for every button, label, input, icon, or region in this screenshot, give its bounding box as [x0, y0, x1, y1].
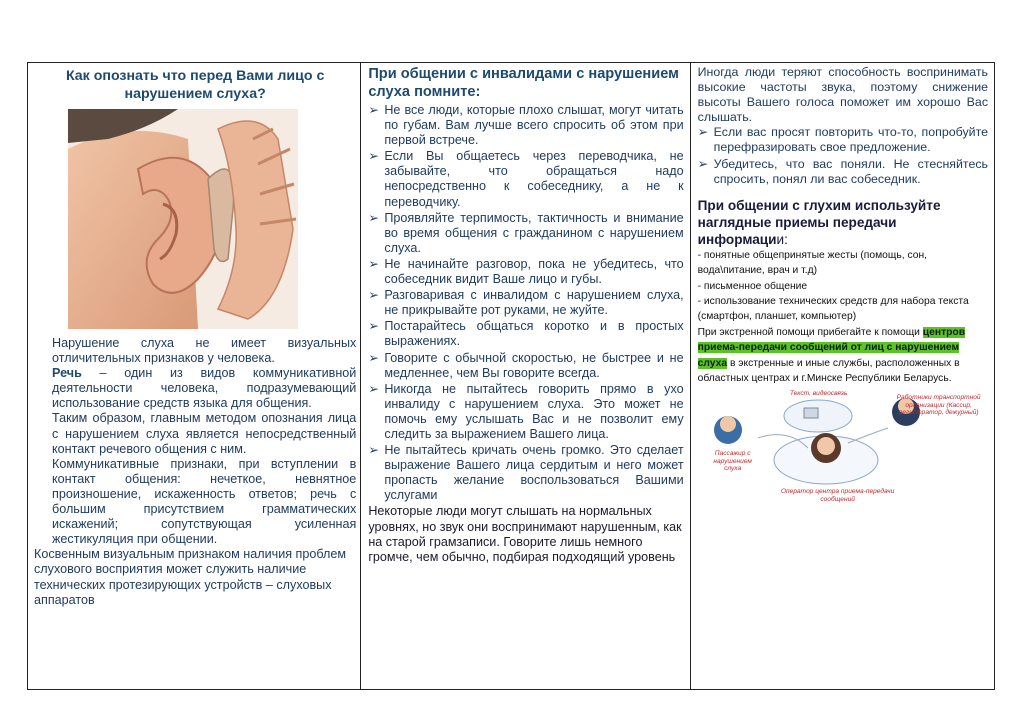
tips-list [698, 125, 988, 186]
communication-diagram [698, 388, 988, 506]
arrow-bullet-icon: ➢ [368, 288, 379, 303]
arrow-bullet-icon: ➢ [697, 125, 709, 140]
column-tips [691, 63, 994, 689]
visual-methods-heading: При общении с глухим используйте наглядные приемы передачи информации: [697, 197, 941, 247]
list-item: ➢ Проявляйте терпимость, тактичность и внимание во время общения с гражданином с нарушением слуха. [368, 210, 684, 255]
para-high-frequencies: Иногда люди теряют способность воспринимать высокие частоты звука, поэтому снижение высоты Вашего голоса поможет им хорошо Вас слышать. [697, 65, 989, 125]
label-transport-workers: Работники транспортной организации (Кассир, регистратор, дежурный) [896, 394, 981, 417]
list-item: - использование технических средств для набора текста (смартфон, планшет, компьютер) [697, 295, 969, 323]
arrow-bullet-icon: ➢ [368, 443, 379, 458]
arrow-bullet-icon: ➢ [697, 156, 709, 171]
list-item: ➢ Если вас просят повторить что-то, попробуйте перефразировать свое предложение. [697, 125, 989, 155]
highlighted-centers: центров приема-передачи сообщений от лиц с нарушением слуха [697, 326, 966, 369]
column-identify [28, 63, 361, 689]
column-remember [361, 63, 690, 689]
arrow-bullet-icon: ➢ [368, 210, 379, 225]
para-distorted-sound: Некоторые люди могут слышать на нормальных уровнях, но звук они воспринимают нарушенным, как на старой грамзаписи. Говорите лишь немного громче, чем обычно, подбирая подходящий уровень [368, 504, 682, 564]
arrow-bullet-icon: ➢ [368, 381, 379, 396]
label-operator: Оператор центра приема-передачи сообщений [780, 488, 895, 503]
label-passenger: Пассажир с нарушением слуха [713, 450, 752, 473]
identify-title: Как опознать что перед Вами лицо с нарушением слуха? [65, 68, 325, 102]
para-speech [34, 366, 356, 411]
list-item: ➢ Никогда не пытайтесь говорить прямо в ухо инвалиду с нарушением слуха. Это может не помочь ему услышать Вас и не позволит ему следить за выражением Вашего лица. [368, 381, 684, 441]
para-indirect-sign: Косвенным визуальным признаком наличия проблем слухового восприятия может служить наличие технических протезирующих устройств – слуховых аппаратов [34, 547, 347, 607]
list-item: ➢ Говорите с обычной скоростью, не быстрее и не медленнее, чем Вы говорите всегда. [368, 350, 684, 380]
remember-list [368, 103, 683, 503]
speech-term: Речь [52, 366, 82, 381]
speech-definition: – один из видов коммуникативной деятельности человека, подразумевающий использование средств языка для общения. [52, 366, 357, 411]
remember-title: При общении с инвалидами с нарушением слуха помните: [368, 66, 679, 100]
list-item: ➢ Разговаривая с инвалидом с нарушением слуха, не прикрывайте рот руками, не жуйте. [368, 288, 684, 318]
ear-icon [68, 109, 298, 329]
list-item: - понятные общепринятые жесты (помощь, сон, вода\питание, врач и т.д) [697, 249, 927, 277]
list-item: ➢ Постарайтесь общаться коротко и в простых выражениях. [368, 319, 684, 349]
arrow-bullet-icon: ➢ [368, 103, 379, 117]
list-item: ➢ Не пытайтесь кричать очень громко. Это сделает выражение Вашего лица сердитым и него может пропасть желание воспользоваться Вашими услугами [368, 443, 684, 503]
list-item: ➢ Не все люди, которые плохо слышат, могут читать по губам. Вам лучше всего спросить об этом при первой встрече. [368, 103, 684, 148]
ear-hearing-aid-photo [68, 109, 298, 329]
para-main-method: Таким образом, главным методом опознания лица с нарушением слуха является непосредственный контакт речевого общения с ним. [52, 411, 357, 456]
list-item: ➢ Если Вы общаетесь через переводчика, не забывайте, что обращаться надо непосредственно к собеседнику, а не к переводчику. [368, 149, 684, 209]
para-communicative-signs: Коммуникативные признаки, при вступлении в контакт общения: нечеткое, невнятное произношение, искаженность ответов; речь с большим присутствием грамматических искажений; сопутствующая усиленная жестикуляция при общении. [52, 456, 357, 547]
list-item: ➢ Не начинайте разговор, пока не убедитесь, что собеседник видит Ваше лицо и губы. [368, 256, 684, 287]
list-item: - письменное общение [697, 280, 808, 292]
arrow-bullet-icon: ➢ [368, 350, 379, 365]
label-text-video: Текст, видеосвязь [789, 390, 848, 398]
arrow-bullet-icon: ➢ [368, 319, 379, 334]
leaflet-table [27, 62, 995, 690]
para-emergency: При экстренной помощи прибегайте к помощи центров приема-передачи сообщений от лиц с нарушением слуха в экстренные и иные службы, расположенных в областных центрах и г.Минске Республики Беларусь. [697, 326, 966, 384]
arrow-bullet-icon: ➢ [368, 256, 379, 271]
para-no-visual-signs: Нарушение слуха не имеет визуальных отличительных признаков у человека. [52, 336, 357, 366]
list-item: ➢ Убедитесь, что вас поняли. Не стесняйтесь спросить, понял ли вас собеседник. [697, 156, 989, 186]
arrow-bullet-icon: ➢ [368, 149, 379, 164]
